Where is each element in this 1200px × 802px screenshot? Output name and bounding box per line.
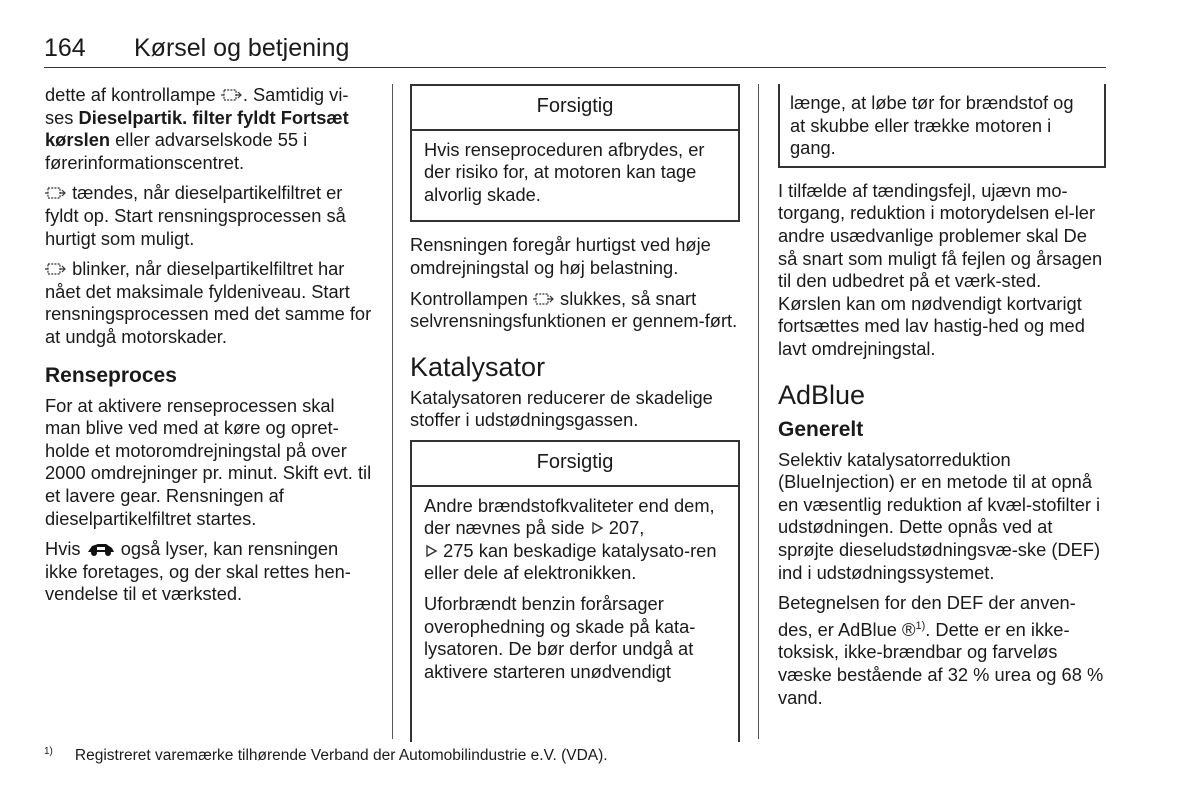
column-divider: [758, 84, 759, 739]
paragraph: I tilfælde af tændingsfejl, ujævn mo-torgang, reduktion i motorydelsen el-ler andre usædvanlige problemer skal De så snart som muligt få fejlen og årsagen til den udbedret på et værk-sted. Kørslen kan om nødvendigt kortvarigt fortsættes med lav hastig-hed og med lavt omdrejningstal.: [778, 179, 1103, 359]
column-divider: [392, 84, 393, 739]
caution-text: Hvis renseproceduren afbrydes, er der risiko for, at motoren kan tage alvorlig skade.: [424, 138, 705, 205]
page-reference-icon: [590, 521, 604, 535]
dpf-warning-icon: [221, 87, 243, 103]
caution-title: Forsigtig: [412, 86, 738, 131]
dpf-warning-icon: [533, 291, 555, 307]
chapter-title: Kørsel og betjening: [134, 34, 350, 62]
footnote-ref[interactable]: 1): [915, 619, 926, 632]
caution-box: [410, 440, 740, 742]
dpf-warning-icon: [45, 261, 67, 277]
page-ref[interactable]: 207: [608, 517, 640, 539]
page-ref[interactable]: 275: [443, 539, 474, 561]
paragraph: tændes, når dieselpartikelfiltret er fyldt op. Start rensningsprocessen så hurtigt som muligt.: [45, 182, 346, 249]
paragraph: Betegnelsen for den DEF der anven-des, er AdBlue ®$^{1)}$. Dette er en ikke-toksisk, ikke-brændbar og farveløs væske bestående af 32 % urea og 68 % vand.: [778, 592, 1104, 708]
caution-box-continued: [778, 84, 1106, 168]
subsection-heading: Generelt: [778, 417, 864, 441]
paragraph: blinker, når dieselpartikelfiltret har nået det maksimale fyldeniveau. Start rensningsprocessen med det samme for at undgå motorskader.: [45, 258, 372, 347]
paragraph: Katalysatoren reducerer de skadelige stoffer i udstødningsgassen.: [410, 386, 713, 431]
paragraph: dette af kontrollampe . Samtidig vi-ses Dieselpartik. filter fyldt Fortsæt kørslen eller advarselskode 55 i førerinformationscentret.: [45, 84, 349, 173]
footnote-marker: 1): [44, 746, 53, 757]
footnote: [44, 746, 608, 765]
paragraph: Kontrollampen slukkes, så snart selvrensningsfunktionen er gennem-ført.: [410, 287, 738, 332]
page-number: 164: [44, 34, 86, 62]
column-3: [778, 84, 1106, 717]
caution-text: Uforbrændt benzin forårsager overophedning og skade på kata-lysatoren. De bør derfor undgå at aktivere starteren unødvendigt: [424, 592, 696, 682]
header-rule: [44, 67, 1106, 68]
paragraph: For at aktivere renseprocessen skal man blive ved med at køre og opret-holde et motoromdrejningstal på over 2000 omdrejninger pr. minut. Skift evt. til et lavere gear. Rensningen af dieselpartikelfiltret startes.: [45, 394, 372, 529]
page-reference-icon: [424, 544, 438, 558]
paragraph: Hvis også lyser, kan rensningen ikke foretages, og der skal rettes hen-vendelse til et værksted.: [45, 538, 351, 605]
caution-box: [410, 84, 740, 222]
section-heading: Renseproces: [45, 363, 177, 387]
caution-text: Andre brændstofkvaliteter end dem, der nævnes på side 207, 275 kan beskadige katalysato-ren eller dele af elektronikken.: [424, 494, 717, 584]
page-header: [44, 34, 349, 63]
dpf-warning-icon: [45, 185, 67, 201]
column-1: [45, 84, 375, 614]
section-heading: Katalysator: [410, 351, 546, 382]
paragraph: Rensningen foregår hurtigst ved høje omdrejningstal og høj belastning.: [410, 234, 711, 278]
footnote-text: Registreret varemærke tilhørende Verband der Automobilindustrie e.V. (VDA).: [74, 747, 608, 765]
caution-text: længe, at løbe tør for brændstof og at skubbe eller trække motoren i gang.: [790, 92, 1074, 159]
paragraph: Selektiv katalysatorreduktion (BlueInjection) er en metode til at opnå en væsentlig reduktion af kvæl-stofilter i udstødningen. Dette opnås ved at sprøjte dieseludstødningsvæ-ske (DEF) ind i udstødningssystemet.: [778, 448, 1101, 583]
column-2: [410, 84, 740, 742]
engine-car-icon: [86, 541, 116, 557]
section-heading: AdBlue: [778, 379, 866, 410]
caution-title: Forsigtig: [412, 442, 738, 487]
